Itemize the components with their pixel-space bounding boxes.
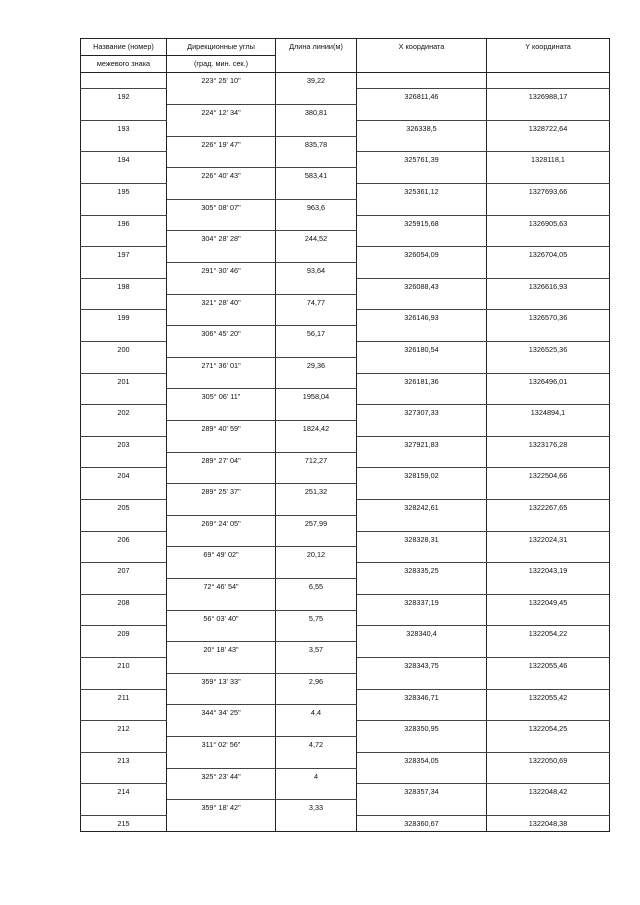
- length-cell: 29,36: [276, 357, 357, 373]
- point-row: [81, 468, 610, 484]
- x-coordinate: 327921,83: [357, 436, 487, 452]
- point-name: 192: [81, 89, 167, 105]
- point-row: [81, 657, 610, 673]
- point-row: [81, 120, 610, 136]
- header-angle-line2: (град. мин. сек.): [167, 56, 276, 73]
- length-cell: 20,12: [276, 547, 357, 563]
- x-coordinate: 325761,39: [357, 152, 487, 168]
- point-row: [81, 752, 610, 768]
- length-cell: 39,22: [276, 73, 357, 89]
- segment-row: [81, 294, 610, 310]
- x-coordinate: 328340,4: [357, 626, 487, 642]
- length-cell: 712,27: [276, 452, 357, 468]
- y-coordinate: 1326496,01: [487, 373, 610, 389]
- point-row: [81, 815, 610, 831]
- length-cell: 244,52: [276, 231, 357, 247]
- y-coordinate: 1322055,46: [487, 657, 610, 673]
- y-coordinate: 1322504,66: [487, 468, 610, 484]
- segment-row: [81, 484, 610, 500]
- angle-cell: 344° 34' 25": [167, 705, 276, 721]
- header-angle-line1: Дирекционные углы: [167, 39, 276, 56]
- y-coordinate: 1322267,65: [487, 500, 610, 516]
- length-cell: 963,6: [276, 199, 357, 215]
- length-cell: 93,64: [276, 263, 357, 279]
- length-cell: 5,75: [276, 610, 357, 626]
- point-row: [81, 215, 610, 231]
- y-coordinate: 1326988,17: [487, 89, 610, 105]
- point-name: 212: [81, 721, 167, 737]
- angle-cell: 226° 19' 47": [167, 136, 276, 152]
- segment-row: [81, 105, 610, 121]
- y-coordinate: 1322050,69: [487, 752, 610, 768]
- length-cell: 3,33: [276, 800, 357, 816]
- segment-row: [81, 231, 610, 247]
- angle-cell: 271° 36' 01": [167, 357, 276, 373]
- length-cell: 835,78: [276, 136, 357, 152]
- y-coordinate: 1322054,25: [487, 721, 610, 737]
- point-name: 215: [81, 815, 167, 831]
- segment-row: [81, 73, 610, 89]
- point-name: 197: [81, 247, 167, 263]
- point-name: 195: [81, 184, 167, 200]
- angle-cell: 226° 40' 43": [167, 168, 276, 184]
- point-row: [81, 500, 610, 516]
- point-name: 196: [81, 215, 167, 231]
- y-coordinate: 1322054,22: [487, 626, 610, 642]
- point-name: 211: [81, 689, 167, 705]
- y-coordinate: 1328722,64: [487, 120, 610, 136]
- x-coordinate: 326054,09: [357, 247, 487, 263]
- angle-cell: 56° 03' 40": [167, 610, 276, 626]
- document-page: [80, 38, 609, 832]
- segment-row: [81, 421, 610, 437]
- y-coordinate: 1322024,31: [487, 531, 610, 547]
- point-name: 207: [81, 563, 167, 579]
- y-coordinate: 1326616,93: [487, 278, 610, 294]
- length-cell: 1824,42: [276, 421, 357, 437]
- point-row: [81, 278, 610, 294]
- point-name: 203: [81, 436, 167, 452]
- angle-cell: 304° 28' 28": [167, 231, 276, 247]
- y-coordinate: 1322055,42: [487, 689, 610, 705]
- segment-row: [81, 515, 610, 531]
- length-cell: 4,4: [276, 705, 357, 721]
- x-coordinate: 328159,02: [357, 468, 487, 484]
- length-cell: 4,72: [276, 736, 357, 752]
- point-row: [81, 184, 610, 200]
- y-coordinate: 1324894,1: [487, 405, 610, 421]
- x-coordinate: 325361,12: [357, 184, 487, 200]
- y-coordinate: 1322049,45: [487, 594, 610, 610]
- boundary-coordinates-table: [80, 38, 610, 832]
- x-coordinate: 328354,05: [357, 752, 487, 768]
- segment-row: [81, 705, 610, 721]
- point-row: [81, 89, 610, 105]
- point-name: 201: [81, 373, 167, 389]
- angle-cell: 223° 25' 10": [167, 73, 276, 89]
- length-cell: 6,55: [276, 579, 357, 595]
- length-cell: 257,99: [276, 515, 357, 531]
- angle-cell: 269° 24' 05": [167, 515, 276, 531]
- x-coordinate: 326811,46: [357, 89, 487, 105]
- x-coordinate: 326180,54: [357, 342, 487, 358]
- point-name: 210: [81, 657, 167, 673]
- angle-cell: 69° 49' 02": [167, 547, 276, 563]
- x-coordinate: 328360,67: [357, 815, 487, 831]
- angle-cell: 321° 28' 40": [167, 294, 276, 310]
- point-row: [81, 563, 610, 579]
- angle-cell: 291° 30' 46": [167, 263, 276, 279]
- segment-row: [81, 326, 610, 342]
- x-coordinate: 328350,95: [357, 721, 487, 737]
- length-cell: 74,77: [276, 294, 357, 310]
- angle-cell: 289° 40' 59": [167, 421, 276, 437]
- point-row: [81, 784, 610, 800]
- x-coordinate: 328357,34: [357, 784, 487, 800]
- point-row: [81, 721, 610, 737]
- angle-cell: 72° 46' 54": [167, 579, 276, 595]
- point-name: 199: [81, 310, 167, 326]
- point-name: 198: [81, 278, 167, 294]
- header-y: Y координата: [487, 39, 610, 73]
- length-cell: 4: [276, 768, 357, 784]
- point-row: [81, 342, 610, 358]
- angle-cell: 20° 18' 43": [167, 642, 276, 658]
- segment-row: [81, 579, 610, 595]
- y-coordinate: 1326570,36: [487, 310, 610, 326]
- x-coordinate: 328346,71: [357, 689, 487, 705]
- header-row-1: [81, 39, 610, 56]
- length-cell: 56,17: [276, 326, 357, 342]
- y-coordinate: 1322043,19: [487, 563, 610, 579]
- point-row: [81, 373, 610, 389]
- segment-row: [81, 642, 610, 658]
- point-name: 205: [81, 500, 167, 516]
- angle-cell: 224° 12' 34": [167, 105, 276, 121]
- point-name: 200: [81, 342, 167, 358]
- segment-row: [81, 452, 610, 468]
- y-coordinate: 1322048,42: [487, 784, 610, 800]
- angle-cell: 305° 06' 11": [167, 389, 276, 405]
- x-coordinate: 326181,36: [357, 373, 487, 389]
- segment-row: [81, 263, 610, 279]
- header-x: X координата: [357, 39, 487, 73]
- length-cell: 251,32: [276, 484, 357, 500]
- angle-cell: 306° 45' 20": [167, 326, 276, 342]
- segment-row: [81, 768, 610, 784]
- point-name: 213: [81, 752, 167, 768]
- segment-row: [81, 389, 610, 405]
- point-name: 208: [81, 594, 167, 610]
- x-coordinate: 328335,25: [357, 563, 487, 579]
- length-cell: 2,96: [276, 673, 357, 689]
- length-cell: 1958,04: [276, 389, 357, 405]
- x-coordinate: 326146,93: [357, 310, 487, 326]
- y-coordinate: 1326704,05: [487, 247, 610, 263]
- point-name: 194: [81, 152, 167, 168]
- segment-row: [81, 136, 610, 152]
- y-coordinate: 1328118,1: [487, 152, 610, 168]
- angle-cell: 325° 23' 44": [167, 768, 276, 784]
- y-coordinate: 1326905,63: [487, 215, 610, 231]
- angle-cell: 289° 27' 04": [167, 452, 276, 468]
- header-length: Длина линии(м): [276, 39, 357, 73]
- x-coordinate: 325915,68: [357, 215, 487, 231]
- segment-row: [81, 357, 610, 373]
- y-coordinate: 1326525,36: [487, 342, 610, 358]
- angle-cell: 311° 02' 56": [167, 736, 276, 752]
- segment-row: [81, 736, 610, 752]
- segment-row: [81, 673, 610, 689]
- point-row: [81, 594, 610, 610]
- x-coordinate: 328242,61: [357, 500, 487, 516]
- point-name: 206: [81, 531, 167, 547]
- x-coordinate: 326088,43: [357, 278, 487, 294]
- point-row: [81, 152, 610, 168]
- point-name: 202: [81, 405, 167, 421]
- point-row: [81, 405, 610, 421]
- angle-cell: 359° 18' 42": [167, 800, 276, 816]
- point-name: 193: [81, 120, 167, 136]
- angle-cell: 359° 13' 33": [167, 673, 276, 689]
- y-coordinate: 1327693,66: [487, 184, 610, 200]
- point-row: [81, 310, 610, 326]
- point-name: 209: [81, 626, 167, 642]
- angle-cell: 289° 25' 37": [167, 484, 276, 500]
- segment-row: [81, 610, 610, 626]
- x-coordinate: 328328,31: [357, 531, 487, 547]
- segment-row: [81, 800, 610, 816]
- header-name-line2: межевого знака: [81, 56, 167, 73]
- point-row: [81, 531, 610, 547]
- length-cell: 3,57: [276, 642, 357, 658]
- length-cell: 583,41: [276, 168, 357, 184]
- segment-row: [81, 168, 610, 184]
- length-cell: 380,81: [276, 105, 357, 121]
- y-coordinate: 1323176,28: [487, 436, 610, 452]
- x-coordinate: 326338,5: [357, 120, 487, 136]
- point-row: [81, 626, 610, 642]
- x-coordinate: 328337,19: [357, 594, 487, 610]
- y-coordinate: 1322048,38: [487, 815, 610, 831]
- header-name-line1: Название (номер): [81, 39, 167, 56]
- angle-cell: 305° 08' 07": [167, 199, 276, 215]
- x-coordinate: 328343,75: [357, 657, 487, 673]
- point-row: [81, 247, 610, 263]
- point-name: 204: [81, 468, 167, 484]
- segment-row: [81, 199, 610, 215]
- x-coordinate: 327307,33: [357, 405, 487, 421]
- point-row: [81, 436, 610, 452]
- point-name: 214: [81, 784, 167, 800]
- point-row: [81, 689, 610, 705]
- segment-row: [81, 547, 610, 563]
